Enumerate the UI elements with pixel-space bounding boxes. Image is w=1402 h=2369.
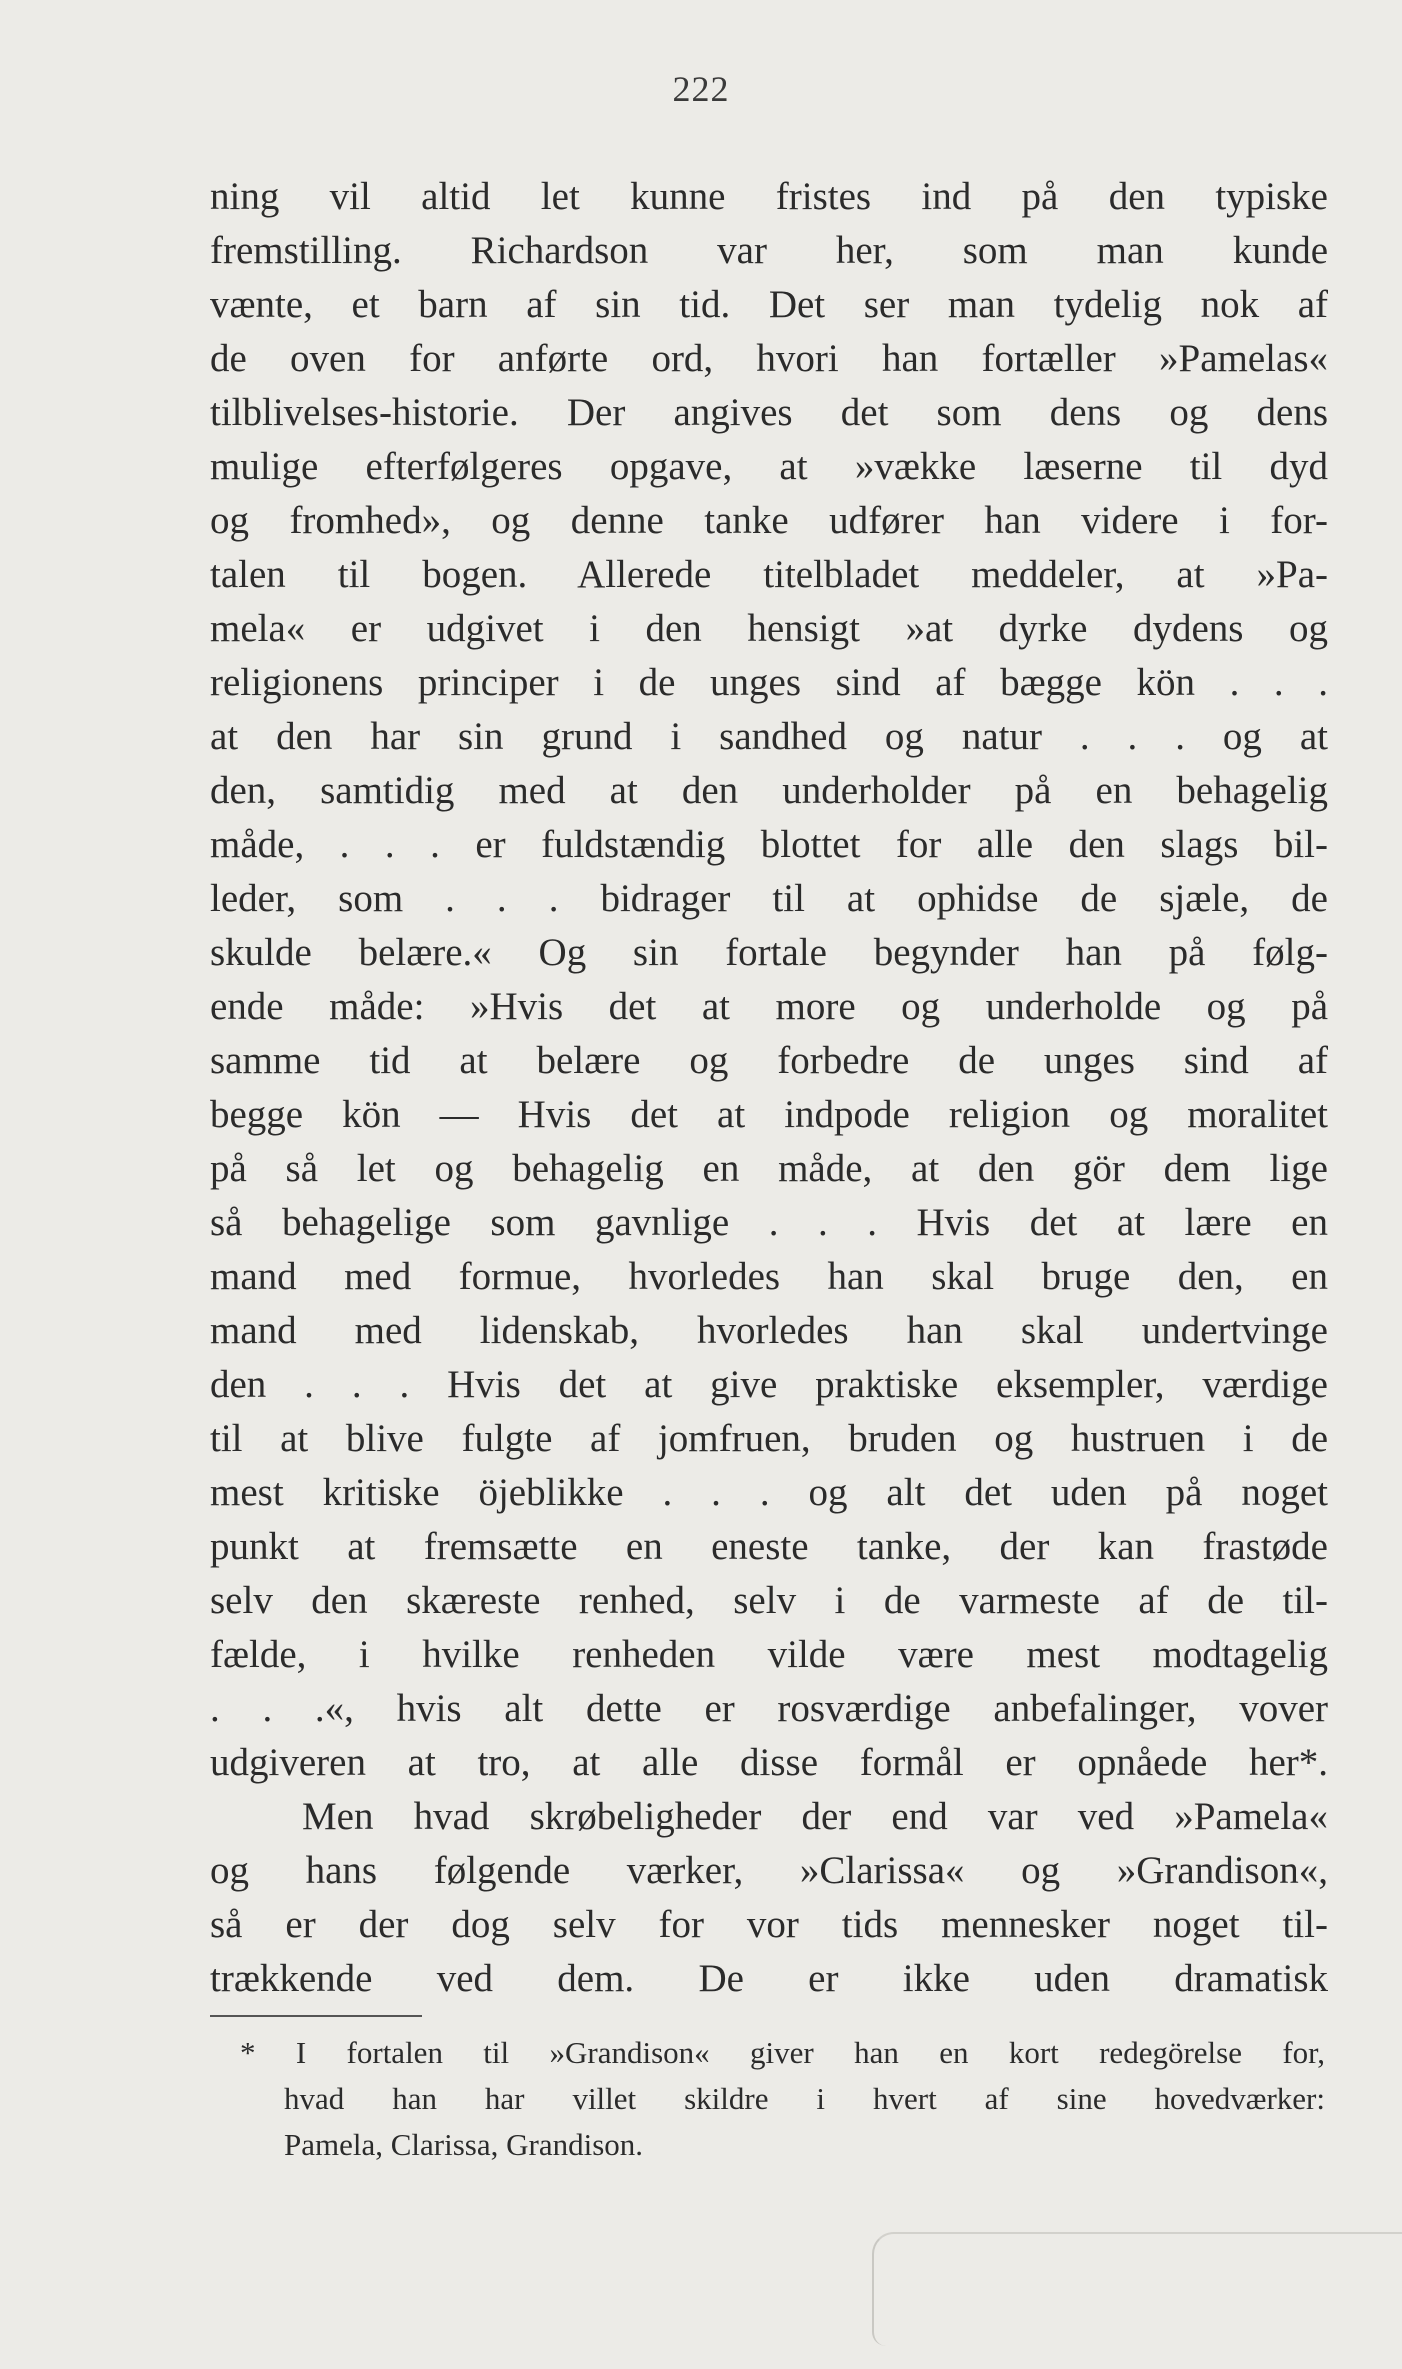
text-line: mand med lidenskab, hvorledes han skal undertvinge xyxy=(210,1309,1328,1352)
text-line: mest kritiske öjeblikke . . . og alt det uden på noget xyxy=(210,1471,1328,1514)
text-line: den, samtidig med at den underholder på en behagelig xyxy=(210,769,1328,812)
text-line: mulige efterfølgeres opgave, at »vække læserne til dyd xyxy=(210,445,1328,488)
text-line: skulde belære.« Og sin fortale begynder han på følg- xyxy=(210,931,1328,974)
text-line: trækkende ved dem. De er ikke uden dramatisk xyxy=(210,1957,1328,2000)
paragraph-start-line: Men hvad skrøbeligheder der end var ved »Pamela« xyxy=(302,1795,1328,1838)
footnote-line: Pamela, Clarissa, Grandison. xyxy=(284,2127,644,2162)
page-edge-mark xyxy=(872,2232,1402,2346)
text-line: tilblivelses-historie. Der angives det som dens og dens xyxy=(210,391,1328,434)
text-line: religionens principer i de unges sind af bægge kön . . . xyxy=(210,661,1328,704)
footnote-divider xyxy=(210,2015,422,2017)
text-line: samme tid at belære og forbedre de unges sind af xyxy=(210,1039,1328,1082)
text-line: vænte, et barn af sin tid. Det ser man tydelig nok af xyxy=(210,283,1328,326)
page-number: 222 xyxy=(672,69,730,109)
text-line: måde, . . . er fuldstændig blottet for alle den slags bil- xyxy=(210,823,1328,866)
text-line: leder, som . . . bidrager til at ophidse de sjæle, de xyxy=(210,877,1328,920)
text-line: fælde, i hvilke renheden vilde være mest modtagelig xyxy=(210,1633,1328,1676)
text-line: de oven for anførte ord, hvori han fortæller »Pamelas« xyxy=(210,337,1328,380)
footnote-line: hvad han har villet skildre i hvert af sine hovedværker: xyxy=(284,2081,1325,2116)
text-line: så er der dog selv for vor tids mennesker noget til- xyxy=(210,1903,1328,1946)
text-line: selv den skæreste renhed, selv i de varmeste af de til- xyxy=(210,1579,1328,1622)
text-line: og hans følgende værker, »Clarissa« og »Grandison«, xyxy=(210,1849,1328,1892)
text-line: ende måde: »Hvis det at more og underholde og på xyxy=(210,985,1328,1028)
text-line: så behagelige som gavnlige . . . Hvis det at lære en xyxy=(210,1201,1328,1244)
text-line: talen til bogen. Allerede titelbladet meddeler, at »Pa- xyxy=(210,553,1328,596)
text-line: den . . . Hvis det at give praktiske eksempler, værdige xyxy=(210,1363,1328,1406)
body-text xyxy=(210,170,1328,2006)
text-line: begge kön — Hvis det at indpode religion og moralitet xyxy=(210,1093,1328,1136)
text-line: på så let og behagelig en måde, at den gör dem lige xyxy=(210,1147,1328,1190)
text-line: udgiveren at tro, at alle disse formål er opnåede her*. xyxy=(210,1741,1328,1784)
footnote-line: * I fortalen til »Grandison« giver han en kort redegörelse for, xyxy=(240,2035,1325,2070)
text-line: punkt at fremsætte en eneste tanke, der kan frastøde xyxy=(210,1525,1328,1568)
text-line: mela« er udgivet i den hensigt »at dyrke dydens og xyxy=(210,607,1328,650)
text-line: til at blive fulgte af jomfruen, bruden og hustruen i de xyxy=(210,1417,1328,1460)
text-line: fremstilling. Richardson var her, som man kunde xyxy=(210,229,1328,272)
text-line: og fromhed», og denne tanke udfører han videre i for- xyxy=(210,499,1328,542)
text-line: ning vil altid let kunne fristes ind på den typiske xyxy=(210,175,1328,218)
text-line: at den har sin grund i sandhed og natur . . . og at xyxy=(210,715,1328,758)
footnote xyxy=(240,2030,1325,2168)
text-line: mand med formue, hvorledes han skal bruge den, en xyxy=(210,1255,1328,1298)
text-line: . . .«, hvis alt dette er rosværdige anbefalinger, vover xyxy=(210,1687,1328,1730)
